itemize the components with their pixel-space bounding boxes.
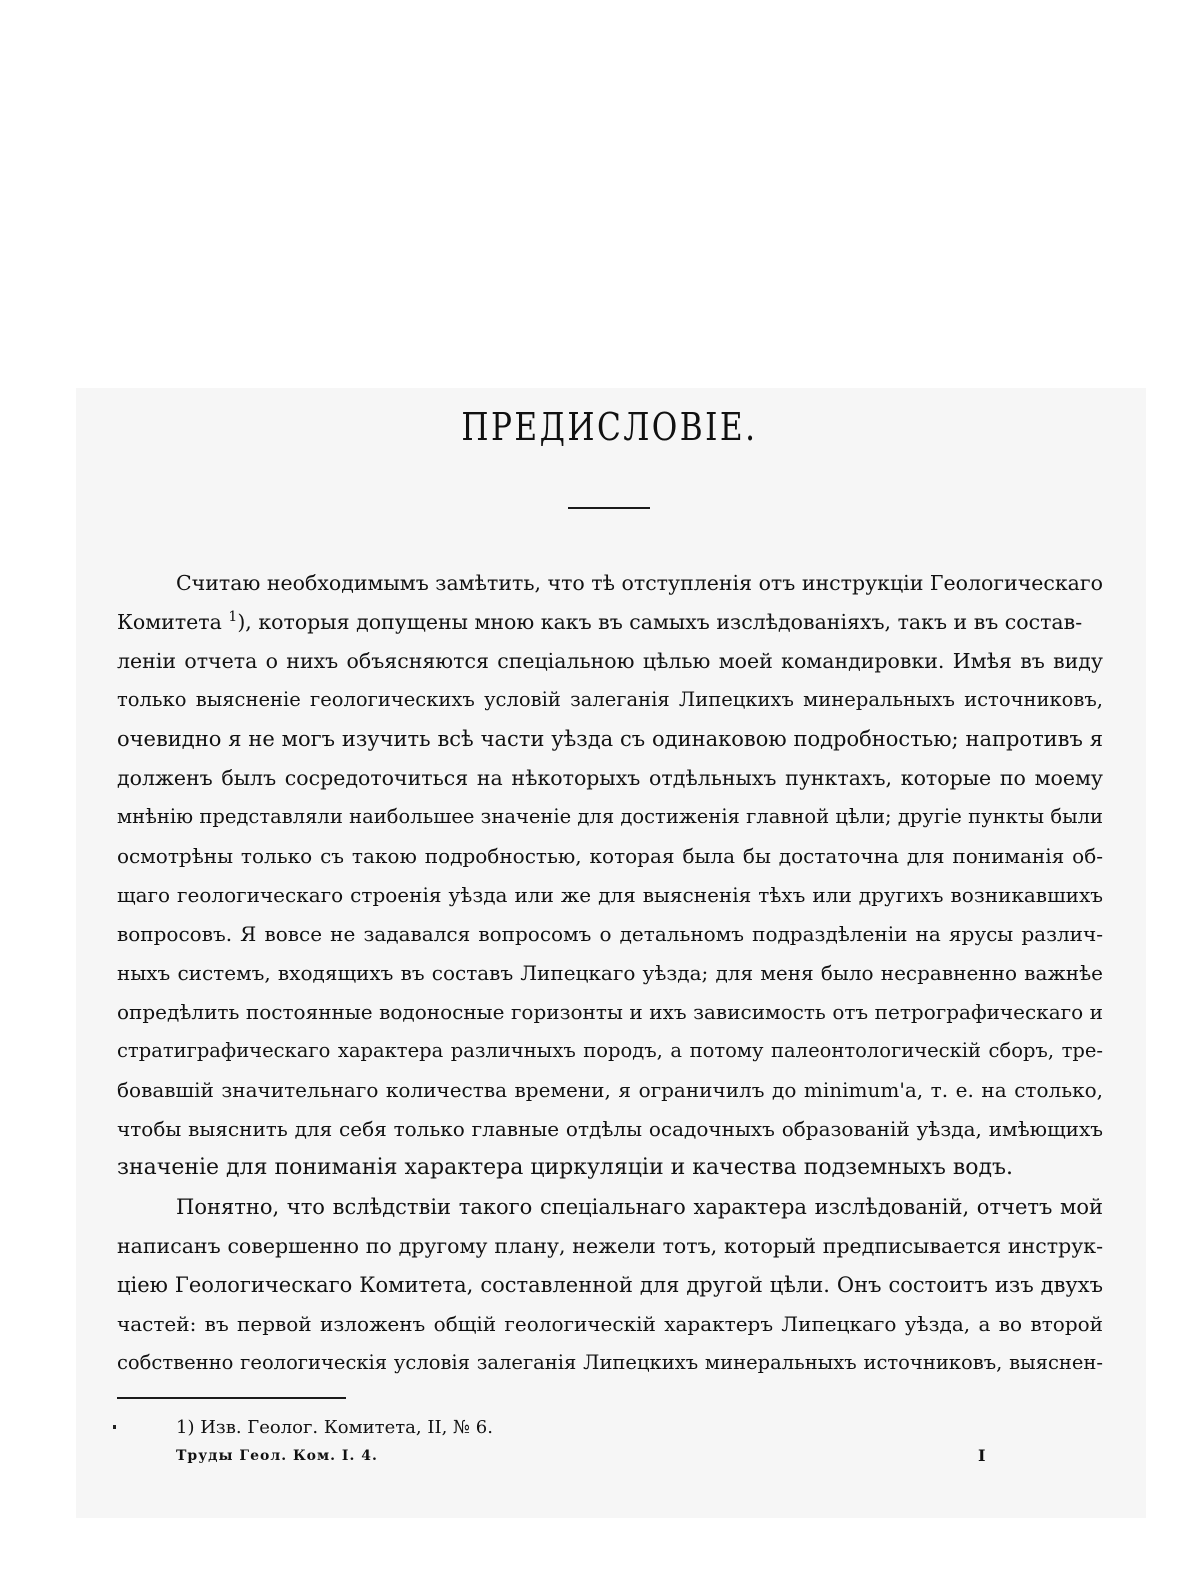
- paragraph-1-line-11: ныхъ системъ, входящихъ въ составъ Липецкаго уѣзда; для меня было несравненно важнѣе: [117, 961, 1103, 985]
- paragraph-1-line-16: значеніе для пониманія характера циркуляціи и качества подземныхъ водъ.: [117, 1155, 1014, 1180]
- paragraph-1-line-12: опредѣлить постоянные водоносные горизонты и ихъ зависимость отъ петрографическаго и: [117, 1000, 1103, 1024]
- paragraph-1-line-2-rest: ), которыя допущены мною какъ въ самыхъ изслѣдованіяхъ, такъ и въ состав-: [237, 610, 1083, 634]
- footer-signature: Труды Геол. Ком. I. 4.: [176, 1448, 378, 1464]
- page-title: ПРЕДИСЛОВІЕ.: [461, 405, 758, 449]
- paragraph-2-line-5: собственно геологическія условія залеганія Липецкихъ минеральныхъ источниковъ, выяснен-: [117, 1351, 1103, 1374]
- paragraph-1-line-2: [117, 604, 1103, 640]
- paragraph-1-line-2-start: Комитета: [117, 610, 222, 634]
- paragraph-1-line-14: бовавшій значительнаго количества времени, я ограничилъ до minimum'a, т. е. на столько,: [117, 1078, 1103, 1102]
- paragraph-1-line-3: леніи отчета о нихъ объясняются спеціальною цѣлью моей командировки. Имѣя въ виду: [117, 649, 1103, 673]
- title-divider: [568, 507, 650, 509]
- paragraph-2-line-1: Понятно, что вслѣдствіи такого спеціальнаго характера изслѣдованій, отчетъ мой: [176, 1195, 1103, 1219]
- paragraph-2-line-4: частей: въ первой изложенъ общій геологическій характеръ Липецкаго уѣзда, а во второй: [117, 1312, 1103, 1336]
- paragraph-1-line-8: осмотрѣны только съ такою подробностью, которая была бы достаточна для пониманія об-: [117, 844, 1103, 868]
- paragraph-2-line-3: ціею Геологическаго Комитета, составленной для другой цѣли. Онъ состоитъ изъ двухъ: [117, 1273, 1103, 1297]
- footer-sheet-number: I: [978, 1446, 986, 1465]
- paragraph-1-line-5: очевидно я не могъ изучить всѣ части уѣзда съ одинаковою подробностью; напротивъ я: [117, 727, 1103, 751]
- paragraph-2-line-2: написанъ совершенно по другому плану, нежели тотъ, который предписывается инструк-: [117, 1234, 1103, 1258]
- paragraph-1-line-13: стратиграфическаго характера различныхъ породъ, а потому палеонтологическій сборъ, тре-: [117, 1039, 1103, 1062]
- footnote-text: 1) Изв. Геолог. Комитета, II, № 6.: [176, 1417, 493, 1438]
- paragraph-1-line-6: долженъ былъ сосредоточиться на нѣкоторыхъ отдѣльныхъ пунктахъ, которые по моему: [117, 766, 1103, 790]
- paragraph-1-line-1: Считаю необходимымъ замѣтить, что тѣ отступленія отъ инструкціи Геологическаго: [176, 571, 1103, 595]
- paragraph-1-line-4: только выясненіе геологическихъ условій залеганія Липецкихъ минеральныхъ источниковъ,: [117, 688, 1103, 711]
- paragraph-1-line-7: мнѣнію представляли наибольшее значеніе для достиженія главной цѣли; другіе пункты были: [117, 805, 1103, 828]
- footnote-reference[interactable]: 1: [228, 609, 238, 626]
- paragraph-1-line-9: щаго геологическаго строенія уѣзда или же для выясненія тѣхъ или другихъ возникавшихъ: [117, 883, 1103, 907]
- paragraph-1-line-10: вопросовъ. Я вовсе не задавался вопросомъ о детальномъ подраздѣленіи на ярусы различ-: [117, 922, 1103, 946]
- paragraph-1-line-15: чтобы выяснить для себя только главные отдѣлы осадочныхъ образованій уѣзда, имѣющихъ: [117, 1117, 1103, 1141]
- scan-speck: [113, 1425, 116, 1429]
- footnote-divider: [117, 1397, 346, 1399]
